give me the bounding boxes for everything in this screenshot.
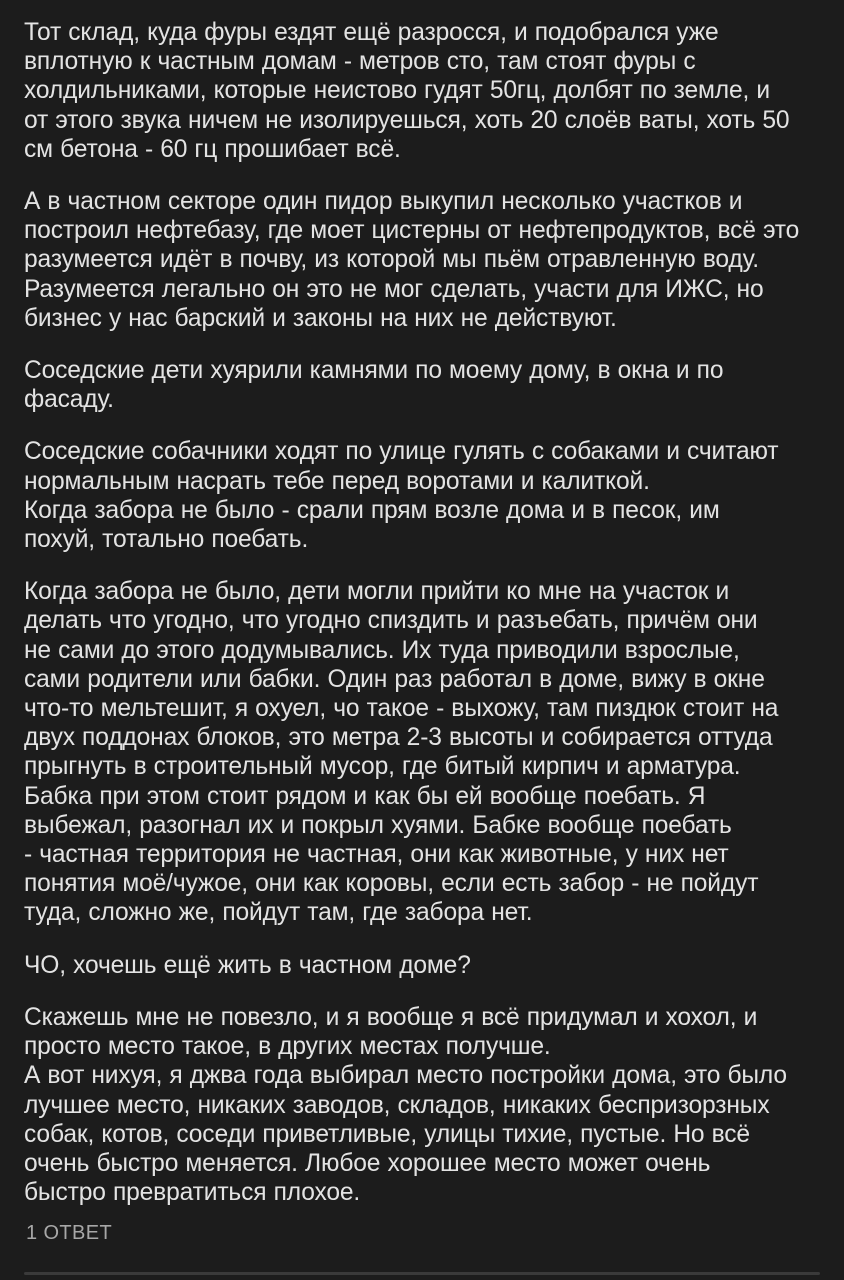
text-line: вплотную к частным домам - метров сто, там стоят фуры с — [24, 48, 696, 76]
text-line: сами родители или бабки. Один раз работал в доме, вижу в окне — [24, 665, 765, 693]
divider — [24, 1272, 820, 1275]
text-line: разумеется идёт в почву, из которой мы пьём отравленную воду. — [24, 246, 759, 274]
text-line: просто место такое, в других местах получше. — [24, 1033, 551, 1061]
post-paragraph — [24, 577, 824, 927]
text-line: понятия моё/чужое, они как коровы, если есть забор - не пойдут — [24, 870, 759, 898]
text-line: туда, сложно же, пойдут там, где забора нет. — [24, 899, 533, 927]
text-line: очень быстро меняется. Любое хорошее место может очень — [24, 1149, 711, 1177]
text-line: Разумеется легально он это не мог сделать, участи для ИЖС, но — [24, 275, 764, 303]
post-paragraph — [24, 437, 824, 554]
text-line: Соседские собачники ходят по улице гулять с собаками и считают — [24, 438, 779, 466]
text-line: не сами до этого додумывались. Их туда приводили взрослые, — [24, 636, 740, 664]
text-line: нормальным насрать тебе перед воротами и калиткой. — [24, 467, 650, 495]
post-body — [24, 18, 824, 1230]
text-line: что-то мельтешит, я охуел, чо такое - выхожу, там пиздюк стоит на — [24, 695, 779, 723]
text-line: ЧО, хочешь ещё жить в частном доме? — [24, 951, 471, 979]
text-line: Тот склад, куда фуры ездят ещё разросся, и подобрался уже — [24, 19, 719, 46]
text-line: А в частном секторе один пидор выкупил несколько участков и — [24, 188, 743, 216]
text-line: см бетона - 60 гц прошибает всё. — [24, 135, 401, 163]
post-paragraph — [24, 356, 824, 414]
text-line: лучшее место, никаких заводов, складов, никаких беспризорзных — [24, 1091, 770, 1119]
text-line: быстро превратиться плохое. — [24, 1179, 361, 1207]
text-line: собак, котов, соседи приветливые, улицы тихие, пустые. Но всё — [24, 1120, 750, 1148]
post-paragraph — [24, 18, 824, 164]
text-line: холдильниками, которые неистово гудят 50гц, долбят по земле, и — [24, 77, 770, 105]
text-line: - частная территория не частная, они как животные, у них нет — [24, 841, 729, 869]
text-line: похуй, тотально поебать. — [24, 526, 309, 554]
text-line: Когда забора не было, дети могли прийти ко мне на участок и — [24, 578, 730, 606]
text-line: Бабка при этом стоит рядом и как бы ей вообще поебать. Я — [24, 782, 706, 810]
text-line: построил нефтебазу, где моет цистерны от нефтепродуктов, всё это — [24, 217, 800, 245]
text-line: от этого звука ничем не изолируешься, хоть 20 слоёв ваты, хоть 50 — [24, 106, 790, 134]
post-paragraph — [24, 1003, 824, 1207]
text-line: Скажешь мне не повезло, и я вообще я всё придумал и хохол, и — [24, 1003, 758, 1031]
text-line: выбежал, разогнал их и покрыл хуями. Бабке вообще поебать — [24, 811, 732, 839]
text-line: Когда забора не было - срали прям возле дома и в песок, им — [24, 496, 720, 524]
text-line: Соседские дети хуярили камнями по моему дому, в окна и по — [24, 357, 724, 385]
text-line: делать что угодно, что угодно спиздить и разъебать, причём они — [24, 607, 758, 635]
post-paragraph — [24, 187, 824, 333]
text-line: фасаду. — [24, 386, 114, 414]
text-line: прыгнуть в строительный мусор, где битый кирпич и арматура. — [24, 753, 741, 781]
replies-count-button[interactable]: 1 ОТВЕТ — [26, 1222, 113, 1244]
post-paragraph — [24, 951, 824, 980]
text-line: А вот нихуя, я джва года выбирал место постройки дома, это было — [24, 1062, 787, 1090]
text-line: бизнес у нас барский и законы на них не действуют. — [24, 304, 617, 332]
text-line: двух поддонах блоков, это метра 2-3 высоты и собирается оттуда — [24, 724, 773, 752]
